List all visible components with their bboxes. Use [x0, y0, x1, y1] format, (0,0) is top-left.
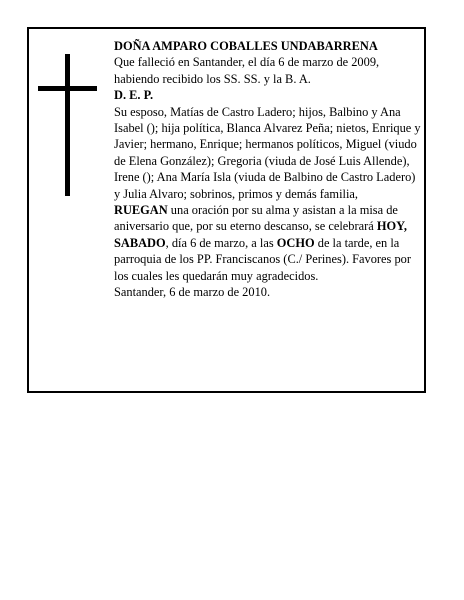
- hoy-sabado-label: HOY, SABADO: [114, 219, 408, 250]
- cross-icon: [65, 54, 70, 196]
- death-line-1: Que falleció en Santander, el día 6 de marzo de 2009,: [114, 55, 380, 70]
- obituary-text: [114, 38, 422, 301]
- family-list: Su esposo, Matías de Castro Ladero; hijos, Balbino y Ana Isabel (); hija política, Blanca Alvarez Peña; nietos, Enrique y Javier; hermano, Enrique; hermanos políticos, Miguel (viudo de Elena González); Gregoria (viuda de José Luis Allende), Irene (); Ana María Isla (viuda de Balbino de Castro Ladero) y Julia Alvaro; sobrinos, primos y demás familia,: [114, 104, 421, 201]
- dep-label: D. E. P.: [114, 88, 154, 103]
- ruegan-text: una oración por su alma y asistan a la misa de aniversario que, por su eterno descanso, se celebrará: [114, 203, 398, 234]
- ocho-label: OCHO: [276, 235, 315, 250]
- death-line-2: habiendo recibido los SS. SS. y la B. A.: [114, 71, 311, 86]
- deceased-name: DOÑA AMPARO COBALLES UNDABARRENA: [114, 39, 378, 53]
- place-text: de la tarde, en la parroquia de los PP. Franciscanos (C./ Perines). Favores por los cuales les quedarán muy agradecidos.: [114, 235, 411, 283]
- ceremony-paragraph: [114, 202, 422, 284]
- cross-icon-arm: [38, 86, 97, 91]
- closing-line: Santander, 6 de marzo de 2010.: [114, 285, 271, 300]
- date-text: , día 6 de marzo, a las: [165, 235, 277, 250]
- ruegan-label: RUEGAN: [114, 203, 168, 218]
